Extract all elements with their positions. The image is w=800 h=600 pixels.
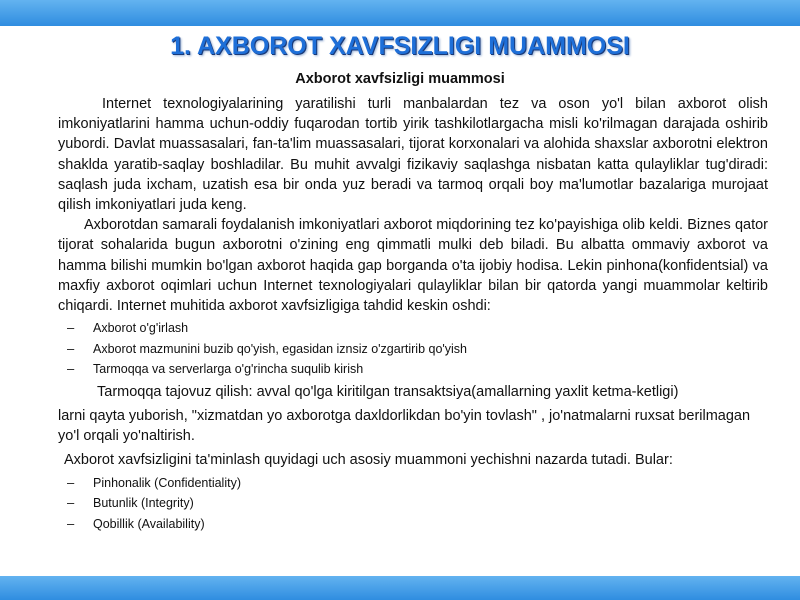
bullet-dash-icon: – xyxy=(67,340,75,356)
slide-body xyxy=(58,94,768,536)
list-item xyxy=(58,359,768,380)
threat-list xyxy=(58,318,768,380)
slide-subtitle: Axborot xavfsizligi muammosi xyxy=(295,71,505,87)
list-item-text: Qobillik (Availability) xyxy=(93,516,205,531)
list-item-text: Butunlik (Integrity) xyxy=(93,496,194,511)
bullet-dash-icon: – xyxy=(67,495,75,511)
list-item xyxy=(58,493,768,514)
paragraph-4: Axborot xavfsizligini ta'minlash quyidagi uch asosiy muammoni yechishni nazarda tutadi. Bular: xyxy=(64,452,673,469)
paragraph-2: Axborotdan samarali foydalanish imkoniyatlari axborot miqdorining tez ko'payishiga olib keldi. Biznes qator tijorat sohalarida bugun axborotni o'zining eng qimmatli mulki deb biladi. Bu albatta ommaviy axborot va hamma bilishi mumkin bo'lgan axborot haqida gap borganda o'ta ijobiy hodisa. Lekin pinhona(konfidentsial) va maxfiy axborot oqimlari uchun Internet texnologiyalari qulayliklar bilan bir qatorda yangi muammolar keltirib chiqardi. Internet muhitida axborot xavfsizligiga tahdid keskin oshdi: xyxy=(58,217,768,315)
paragraph-1: Internet texnologiyalarining yaratilishi turli manbalardan tez va oson yo'l bilan axborot olish imkoniyatlarini hamma uchun-oddiy fuqarodan tortib yirik tashkilotlargacha misli ko'rilmagan darajada oshirib yubordi. Davlat muassasalari, fan-ta'lim muassasalari, tijorat korxonalari va alohida shaxslar axborotni elektron shaklda yaratib-saqlay boshladilar. Bu muhit avvalgi fizikaviy saqlashga nisbatan katta qulayliklar tug'diradi: saqlash juda ixcham, uzatish esa bir onda yuz beradi va tarmoq orqali boy ma'lumotlar bazalariga murojaat qilish imkoniyatlari juda keng. xyxy=(58,96,768,214)
list-item-text: Tarmoqqa va serverlarga o'g'rincha suqulib kirish xyxy=(93,362,364,377)
bullet-dash-icon: – xyxy=(67,515,75,531)
bullet-dash-icon: – xyxy=(67,361,75,377)
list-item-text: Pinhonalik (Confidentiality) xyxy=(93,475,241,490)
bullet-dash-icon: – xyxy=(67,474,75,490)
list-item xyxy=(58,473,768,494)
list-item-text: Axborot o'g'irlash xyxy=(93,321,189,336)
slide-title: 1. AXBOROT XAVFSIZLIGI MUAMMOSI xyxy=(170,32,630,60)
bottom-band xyxy=(0,576,800,600)
list-item xyxy=(58,318,768,339)
bullet-dash-icon: – xyxy=(67,320,75,336)
principle-list xyxy=(58,473,768,535)
list-item-text: Axborot mazmunini buzib qo'yish, egasidan iznsiz o'zgartirib qo'yish xyxy=(93,341,468,356)
list-item xyxy=(58,514,768,535)
top-band xyxy=(0,0,800,26)
paragraph-3a: Tarmoqqa tajovuz qilish: avval qo'lga kiritilgan transaktsiya(amallarning yaxlit ketma-ketligi) xyxy=(97,383,679,400)
paragraph-3b: larni qayta yuborish, "xizmatdan yo axborotga daxldorlikdan bo'yin tovlash" , jo'natmalarni ruxsat berilmagan yo'l orqali yo'naltirish. xyxy=(58,407,751,445)
list-item xyxy=(58,339,768,360)
